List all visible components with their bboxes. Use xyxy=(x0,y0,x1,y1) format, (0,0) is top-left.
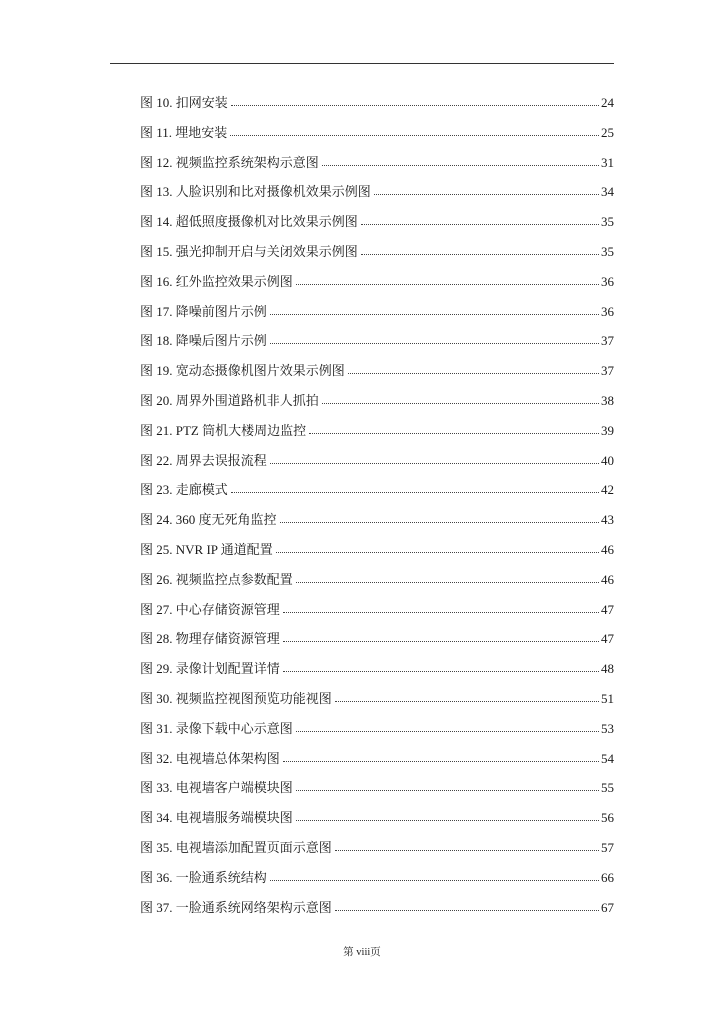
dot-leader xyxy=(270,304,599,316)
toc-entry-label: 图 17. 降噪前图片示例 xyxy=(140,303,267,319)
toc-entry[interactable] xyxy=(140,420,614,450)
dot-leader xyxy=(283,751,599,763)
toc-entry-page-number: 56 xyxy=(601,810,614,826)
toc-entry-page-number: 46 xyxy=(601,571,614,587)
toc-entry-label: 图 18. 降噪后图片示例 xyxy=(140,333,267,349)
dot-leader xyxy=(276,542,599,554)
dot-leader xyxy=(335,840,599,852)
toc-entry-label: 图 33. 电视墙客户端模块图 xyxy=(140,780,293,796)
toc-entry[interactable] xyxy=(140,122,614,152)
toc-entry-label: 图 24. 360 度无死角监控 xyxy=(140,512,277,528)
dot-leader xyxy=(322,155,599,167)
toc-entry[interactable] xyxy=(140,539,614,569)
toc-entry-label: 图 36. 一脸通系统结构 xyxy=(140,869,267,885)
toc-entry-page-number: 48 xyxy=(601,661,614,677)
toc-entry-page-number: 40 xyxy=(601,452,614,468)
dot-leader xyxy=(309,423,599,435)
dot-leader xyxy=(374,184,599,196)
dot-leader xyxy=(270,453,599,465)
toc-entry[interactable] xyxy=(140,628,614,658)
toc-entry-label: 图 35. 电视墙添加配置页面示意图 xyxy=(140,839,332,855)
toc-entry-page-number: 31 xyxy=(601,154,614,170)
toc-entry-label: 图 28. 物理存储资源管理 xyxy=(140,631,280,647)
dot-leader xyxy=(230,125,599,137)
dot-leader xyxy=(361,214,599,226)
toc-entry-page-number: 47 xyxy=(601,601,614,617)
toc-entry[interactable] xyxy=(140,837,614,867)
toc-entry-label: 图 34. 电视墙服务端模块图 xyxy=(140,810,293,826)
toc-entry-page-number: 53 xyxy=(601,720,614,736)
toc-entry-page-number: 57 xyxy=(601,839,614,855)
toc-entry[interactable] xyxy=(140,181,614,211)
toc-entry-page-number: 54 xyxy=(601,750,614,766)
dot-leader xyxy=(296,572,599,584)
dot-leader xyxy=(296,721,599,733)
dot-leader xyxy=(296,274,599,286)
toc-entry[interactable] xyxy=(140,807,614,837)
toc-entry[interactable] xyxy=(140,390,614,420)
toc-entry[interactable] xyxy=(140,301,614,331)
dot-leader xyxy=(348,363,599,375)
toc-entry-label: 图 13. 人脸识别和比对摄像机效果示例图 xyxy=(140,184,371,200)
toc-entry[interactable] xyxy=(140,271,614,301)
toc-entry-label: 图 21. PTZ 筒机大楼周边监控 xyxy=(140,422,307,438)
toc-entry-page-number: 46 xyxy=(601,541,614,557)
toc-entry[interactable] xyxy=(140,330,614,360)
toc-entry-page-number: 66 xyxy=(601,869,614,885)
toc-entry-page-number: 35 xyxy=(601,243,614,259)
toc-entry-page-number: 47 xyxy=(601,631,614,647)
toc-entry-page-number: 67 xyxy=(601,899,614,915)
toc-entry-page-number: 35 xyxy=(601,214,614,230)
dot-leader xyxy=(280,512,599,524)
dot-leader xyxy=(335,691,599,703)
toc-entry[interactable] xyxy=(140,748,614,778)
toc-entry[interactable] xyxy=(140,450,614,480)
toc-entry-label: 图 16. 红外监控效果示例图 xyxy=(140,273,293,289)
toc-entry[interactable] xyxy=(140,867,614,897)
toc-entry-label: 图 27. 中心存储资源管理 xyxy=(140,601,280,617)
toc-entry-page-number: 39 xyxy=(601,422,614,438)
toc-entry-label: 图 26. 视频监控点参数配置 xyxy=(140,571,293,587)
toc-entry[interactable] xyxy=(140,897,614,927)
toc-entry-label: 图 15. 强光抑制开启与关闭效果示例图 xyxy=(140,243,358,259)
toc-entry[interactable] xyxy=(140,152,614,182)
toc-entry-label: 图 10. 扣网安装 xyxy=(140,95,228,110)
dot-leader xyxy=(231,482,599,494)
toc-entry-label: 图 31. 录像下载中心示意图 xyxy=(140,720,293,736)
toc-entry-page-number: 37 xyxy=(601,363,614,379)
toc-entry-label: 图 20. 周界外围道路机非人抓拍 xyxy=(140,392,319,408)
toc-entry[interactable] xyxy=(140,211,614,241)
toc-entry-page-number: 38 xyxy=(601,392,614,408)
toc-entry-label: 图 22. 周界去误报流程 xyxy=(140,452,267,468)
dot-leader xyxy=(296,780,599,792)
toc-entry-page-number: 36 xyxy=(601,303,614,319)
toc-entry[interactable] xyxy=(140,509,614,539)
toc-entry[interactable] xyxy=(140,479,614,509)
header-rule xyxy=(110,63,614,64)
toc-entry-label: 图 37. 一脸通系统网络架构示意图 xyxy=(140,899,332,915)
page-number-footer: 第 viii页 xyxy=(343,947,381,958)
dot-leader xyxy=(270,333,599,345)
toc-entry-label: 图 11. 埋地安装 xyxy=(140,124,228,140)
toc-entry-label: 图 32. 电视墙总体架构图 xyxy=(140,750,280,766)
dot-leader xyxy=(270,870,599,882)
toc-entry[interactable] xyxy=(140,777,614,807)
dot-leader xyxy=(283,602,599,614)
toc-entry-page-number: 25 xyxy=(601,124,614,140)
dot-leader xyxy=(283,631,599,643)
toc-entry-label: 图 23. 走廊模式 xyxy=(140,482,228,498)
toc-entry[interactable] xyxy=(140,569,614,599)
toc-entry-page-number: 34 xyxy=(601,184,614,200)
toc-entry-page-number: 43 xyxy=(601,512,614,528)
toc-entry[interactable] xyxy=(140,688,614,718)
toc-entry[interactable] xyxy=(140,92,614,122)
toc-entry[interactable] xyxy=(140,241,614,271)
toc-entry[interactable] xyxy=(140,360,614,390)
toc-entry-label: 图 25. NVR IP 通道配置 xyxy=(140,541,273,557)
toc-entry-page-number: 36 xyxy=(601,273,614,289)
dot-leader xyxy=(322,393,599,405)
dot-leader xyxy=(283,661,599,673)
dot-leader xyxy=(361,244,599,256)
toc-entry-page-number: 42 xyxy=(601,482,614,498)
toc-entry[interactable] xyxy=(140,658,614,688)
toc-entry-page-number: 55 xyxy=(601,780,614,796)
dot-leader xyxy=(231,95,599,107)
toc-entry-page-number: 51 xyxy=(601,690,614,706)
toc-entry-label: 图 14. 超低照度摄像机对比效果示例图 xyxy=(140,214,358,230)
toc-entry[interactable] xyxy=(140,599,614,629)
dot-leader xyxy=(296,810,599,822)
toc-entry[interactable] xyxy=(140,718,614,748)
toc-entry-label: 图 29. 录像计划配置详情 xyxy=(140,661,280,677)
toc-entry-page-number: 24 xyxy=(601,95,614,110)
toc-entry-label: 图 19. 宽动态摄像机图片效果示例图 xyxy=(140,363,345,379)
toc-entry-page-number: 37 xyxy=(601,333,614,349)
toc-entry-label: 图 12. 视频监控系统架构示意图 xyxy=(140,154,319,170)
dot-leader xyxy=(335,900,599,912)
figure-list xyxy=(140,92,614,926)
toc-entry-label: 图 30. 视频监控视图预览功能视图 xyxy=(140,690,332,706)
